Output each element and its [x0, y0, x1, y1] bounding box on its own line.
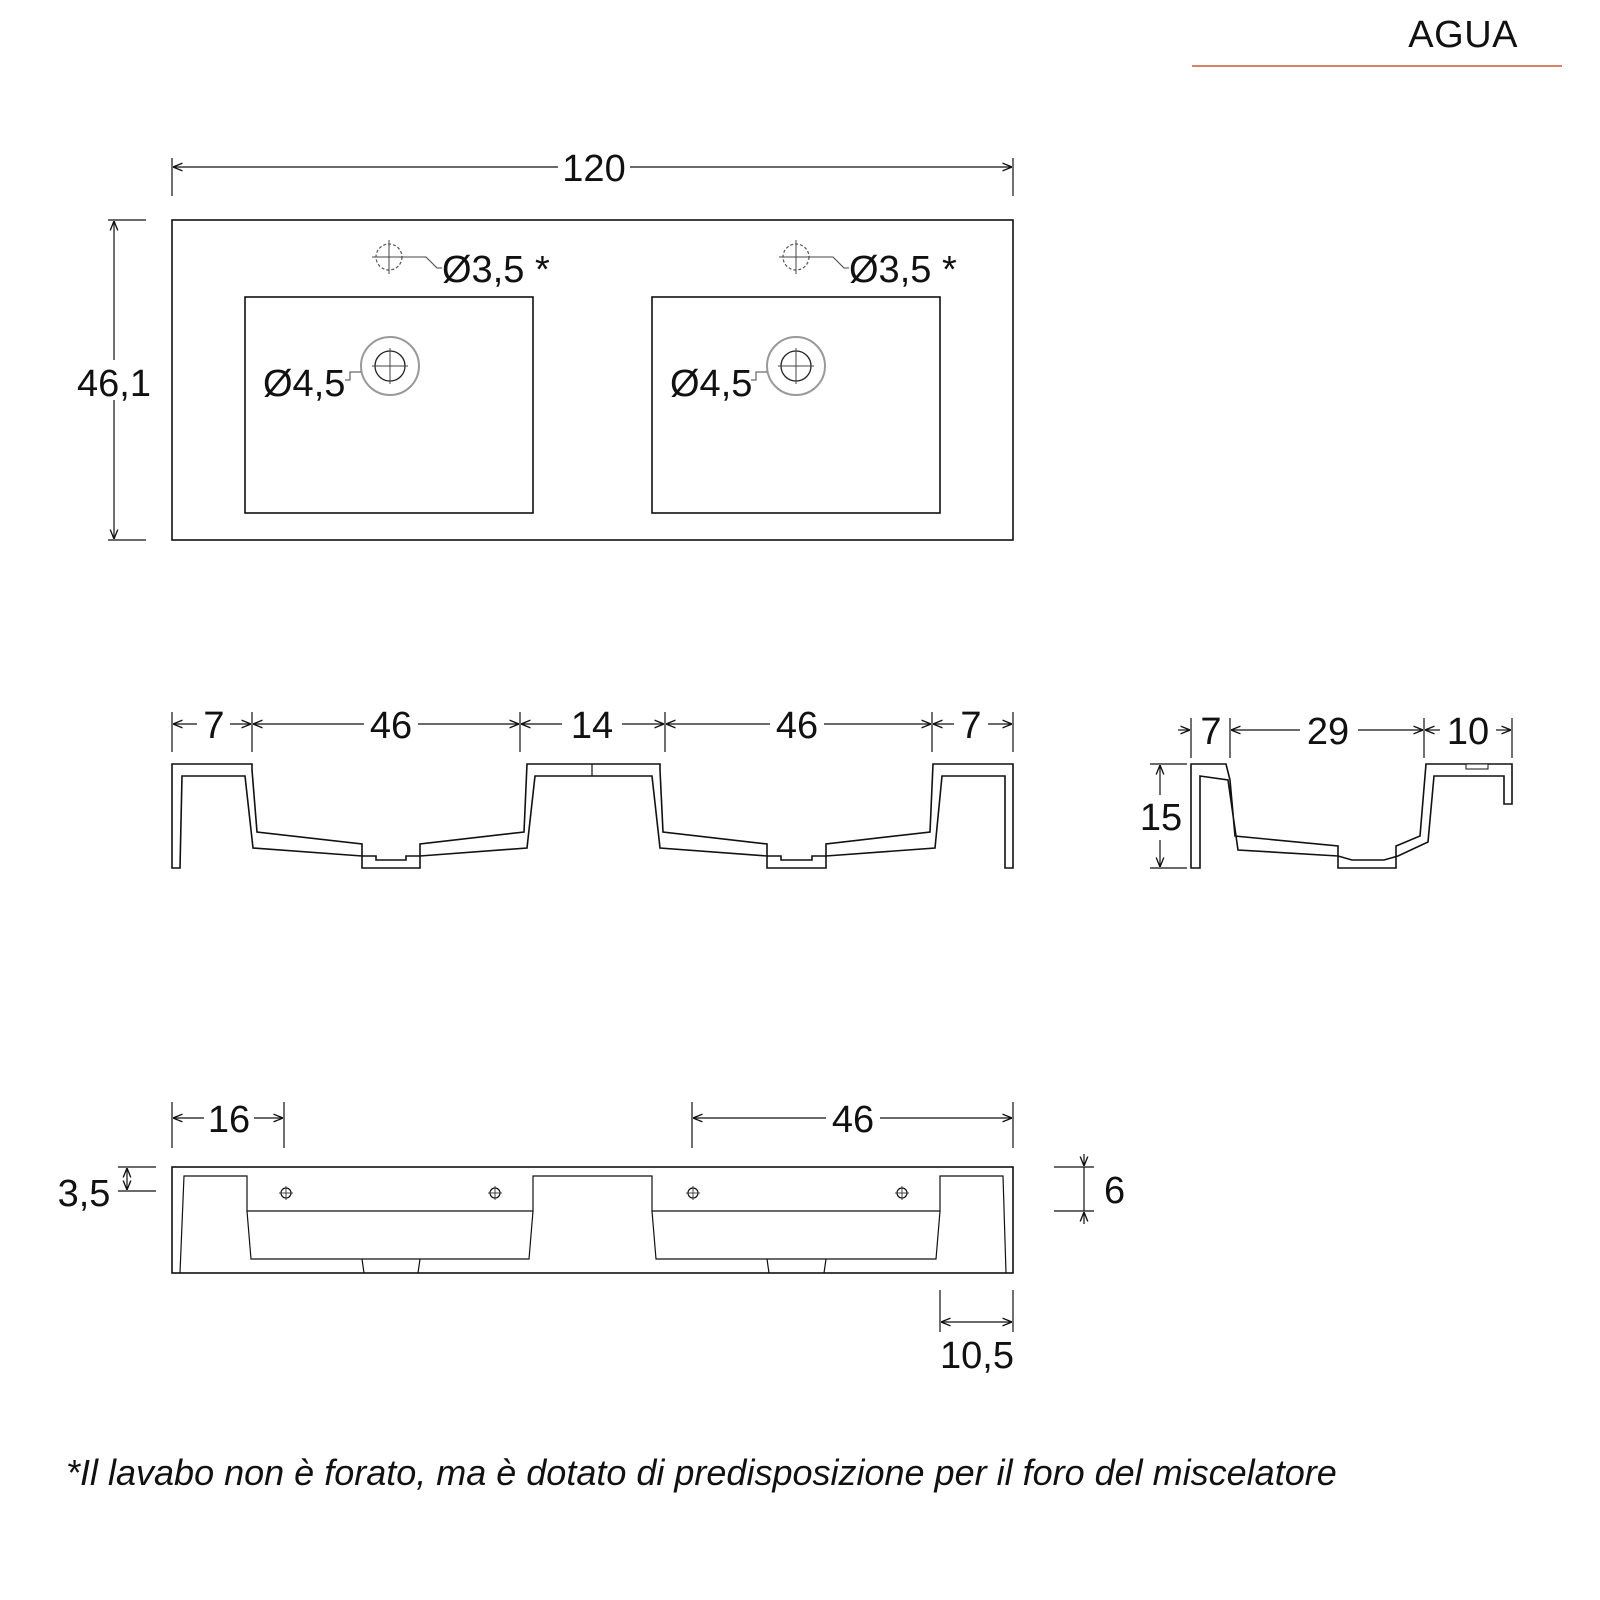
dimension-side-height — [1140, 764, 1187, 868]
tap-hole-right-label: Ø3,5 * — [849, 249, 957, 291]
drain-right-label: Ø4,5 — [670, 363, 753, 405]
side-section-profile — [1191, 764, 1512, 868]
side-front-edge-label: 7 — [1200, 711, 1222, 753]
drain-left-icon — [345, 337, 419, 395]
rear-left-height-label: 3,5 — [57, 1173, 111, 1215]
basin-left-outline — [245, 297, 533, 513]
dimension-width — [172, 148, 1013, 196]
basin-right-outline — [652, 297, 940, 513]
front-edge-right-label: 7 — [960, 705, 982, 747]
top-view — [77, 148, 1013, 540]
rear-right-height-label: 6 — [1104, 1170, 1126, 1212]
dimension-width-label: 120 — [562, 148, 626, 190]
dimension-rear-left-height — [58, 1167, 156, 1215]
dimension-chain-side — [1178, 711, 1512, 758]
side-basin-label: 29 — [1306, 711, 1350, 753]
rear-basin-width-label: 46 — [831, 1099, 875, 1141]
fixing-point-icon — [279, 1186, 293, 1200]
side-overflow-slot — [1466, 764, 1488, 769]
dimension-rear-left-offset — [172, 1099, 284, 1148]
front-section-profile — [172, 764, 1013, 868]
front-basin-right-label: 46 — [775, 705, 819, 747]
rear-basin-right-bottom — [652, 1211, 940, 1259]
rear-view — [58, 1099, 1126, 1377]
fixing-point-icon — [488, 1186, 502, 1200]
tap-hole-right-icon — [779, 240, 849, 274]
fixing-point-icon — [895, 1186, 909, 1200]
dimension-chain-front — [172, 705, 1013, 752]
rear-basin-left-bottom — [247, 1211, 533, 1259]
front-middle-label: 14 — [570, 705, 614, 747]
dimension-rear-right-offset — [940, 1290, 1014, 1377]
rear-right-offset-label: 10,5 — [940, 1335, 1014, 1377]
rear-left-offset-label: 16 — [207, 1099, 251, 1141]
front-edge-left-label: 7 — [203, 705, 225, 747]
side-back-edge-label: 10 — [1446, 711, 1490, 753]
dimension-rear-right-height — [1054, 1154, 1125, 1224]
dimension-depth — [77, 220, 151, 540]
fixing-point-icon — [686, 1186, 700, 1200]
footnote: *Il lavabo non è forato, ma è dotato di predisposizione per il foro del miscelatore — [66, 1452, 1337, 1493]
tap-hole-left-icon — [372, 240, 442, 274]
side-height-label: 15 — [1139, 797, 1183, 839]
drain-right-icon — [751, 337, 825, 395]
drain-left-label: Ø4,5 — [263, 363, 346, 405]
dimension-rear-basin-width — [692, 1099, 1013, 1148]
tap-hole-left-label: Ø3,5 * — [442, 249, 550, 291]
brand-name: AGUA — [1408, 14, 1518, 56]
front-basin-left-label: 46 — [369, 705, 413, 747]
side-section — [1140, 711, 1512, 868]
dimension-depth-label: 46,1 — [77, 363, 151, 405]
rear-outline — [172, 1167, 1013, 1273]
front-section — [172, 705, 1013, 868]
